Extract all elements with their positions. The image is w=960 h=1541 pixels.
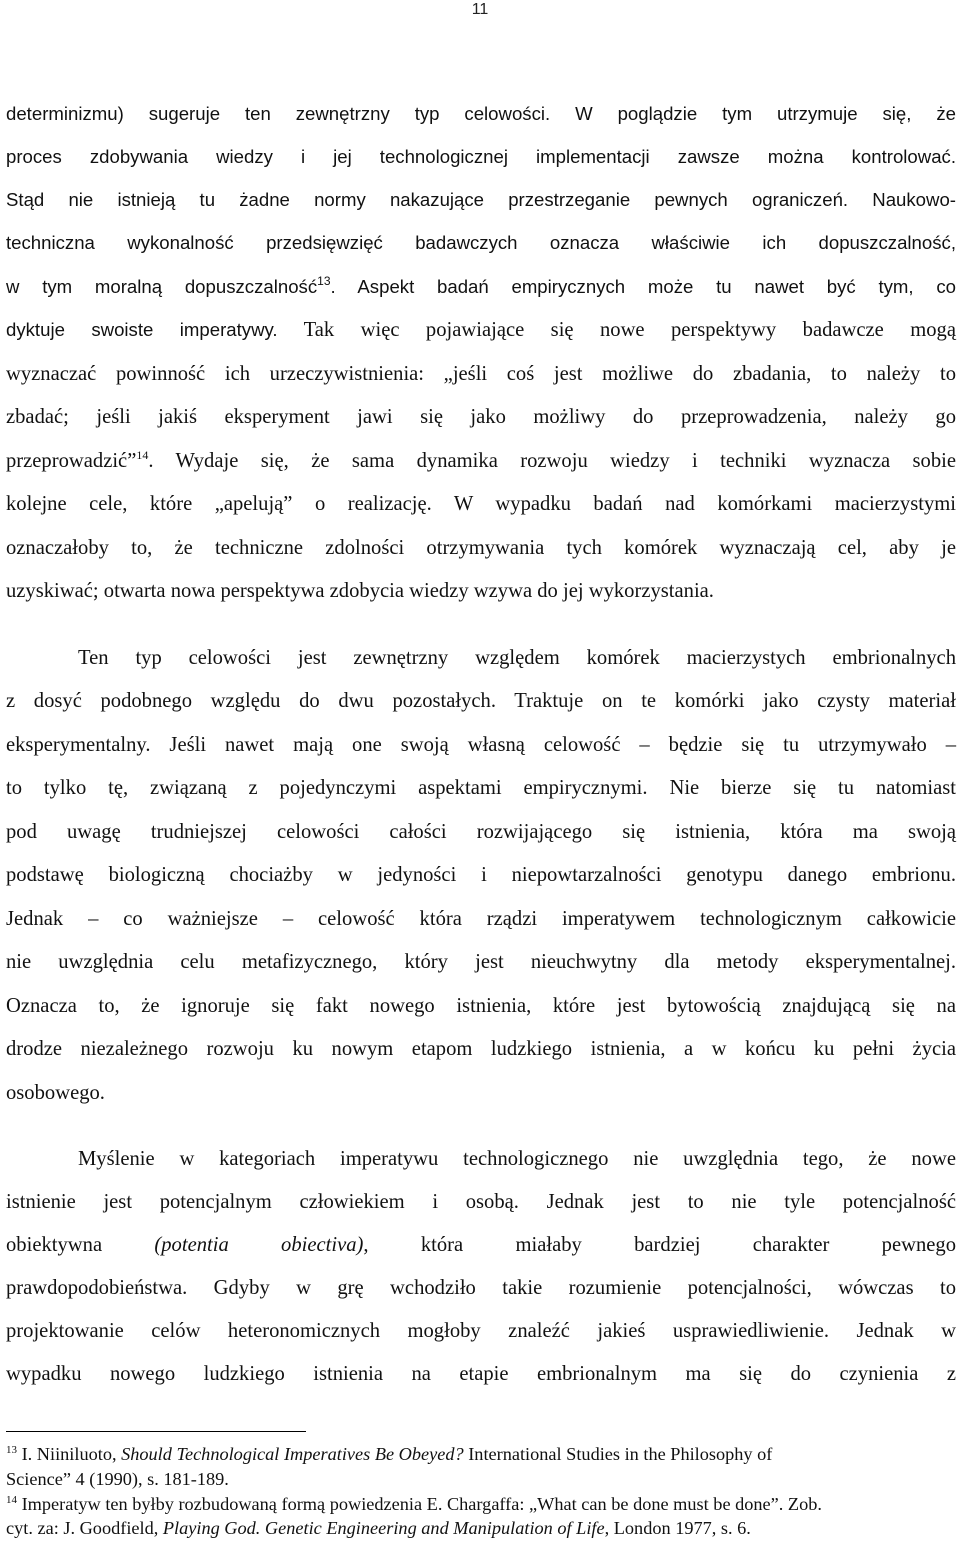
text-line: eksperymentalny. Jeśli nawet mają one swoją własną celowość – będzie się tu utrzymywało – [6,734,956,756]
text-line: podstawę biologiczną chociażby w jedyności i niepowtarzalności genotypu danego embrionu. [6,864,956,886]
text-line: z dosyć podobnego względu do dwu pozostałych. Traktuje on te komórki jako czysty materiał [6,690,956,712]
page-number: 11 [471,1,489,18]
latin-term: (potentia obiectiva) [154,1234,364,1256]
footnote-13-cont: Science” 4 (1990), s. 181-189. [6,1469,229,1489]
text-line [6,1229,956,1261]
text-line: uzyskiwać; otwarta nowa perspektywa zdobycia wiedzy wzywa do jej wykorzystania. [6,580,714,602]
text-line: determinizmu) sugeruje ten zewnętrzny typ celowości. W poglądzie tym utrzymuje się, że [6,103,956,124]
text-line: Oznacza to, że ignoruje się fakt nowego istnienia, które jest bytowością znajdującą się na [6,995,956,1017]
footnote-14-cont [6,1516,956,1540]
text-line [6,445,956,477]
footnote-number: 13 [6,1444,17,1456]
footnote-ref-14[interactable]: 14 [136,448,149,462]
text-span: , która miałaby bardziej charakter pewnego [363,1234,956,1256]
text-span: Tak więc pojawiające się nowe perspektywy badawcze mogą [277,319,956,341]
text-line: Jednak – co ważniejsze – celowość która rządzi imperatywem technologicznym całkowicie [6,908,956,930]
text-line: pod uwagę trudniejszej celowości całości rozwijającego się istnienia, która ma swoją [6,821,956,843]
text-span: dyktuje swoiste imperatywy. [6,319,278,340]
text-line: Myślenie w kategoriach imperatywu technologicznego nie uwzględnia tego, że nowe [78,1148,956,1170]
footnote-separator [6,1431,306,1432]
text-line: kolejne cele, które „apelują” o realizację. W wypadku badań nad komórkami macierzystymi [6,493,956,515]
text-span: . Wydaje się, że sama dynamika rozwoju wiedzy i techniki wyznacza sobie [148,450,956,472]
text-line: Stąd nie istnieją tu żadne normy nakazujące przestrzeganie pewnych ograniczeń. Naukowo- [6,189,956,210]
citation-title: Should Technological Imperatives Be Obeyed? [121,1444,464,1464]
footnote-ref-13[interactable]: 13 [317,274,331,288]
text-line: zbadać; jeśli jakiś eksperyment jawi się jako możliwy do przeprowadzenia, należy go [6,406,956,428]
text-span: Imperatyw ten byłby rozbudowaną formą powiedzenia E. Chargaffa: „What can be done must be done”. Zob. [17,1494,822,1514]
text-line: drodze niezależnego rozwoju ku nowym etapom ludzkiego istnienia, a w końcu ku pełni życia [6,1038,956,1060]
text-line: wyznaczać powinność ich urzeczywistnienia: „jeśli coś jest możliwe do zbadania, to należy to [6,363,956,385]
text-span: I. Niiniluoto, [17,1444,122,1464]
footnote-number: 14 [6,1494,17,1506]
text-line: projektowanie celów heteronomicznych mogłoby znaleźć jakieś usprawiedliwienie. Jednak w [6,1320,956,1342]
text-line: nie uwzględnia celu metafizycznego, który jest nieuchwytny dla metody eksperymentalnej. [6,951,956,973]
text-span: cyt. za: J. Goodfield, [6,1518,163,1538]
text-line: wypadku nowego ludzkiego istnienia na etapie embrionalnym ma się do czynienia z [6,1363,956,1385]
text-line: osobowego. [6,1082,105,1104]
text-line: istnienie jest potencjalnym człowiekiem i osobą. Jednak jest to nie tyle potencjalność [6,1191,956,1213]
text-line: to tylko tę, związaną z pojedynczymi aspektami empirycznymi. Nie bierze się tu natomiast [6,777,956,799]
text-line: oznaczałoby to, że techniczne zdolności otrzymywania tych komórek wyznaczają cel, aby je [6,537,956,559]
text-line: techniczna wykonalność przedsięwzięć badawczych oznacza właściwie ich dopuszczalność, [6,232,956,253]
text-line: Ten typ celowości jest zewnętrzny względem komórek macierzystych embrionalnych [78,647,956,669]
text-span: w tym moralną dopuszczalność [6,276,318,297]
text-line [6,271,956,303]
footnote-13 [6,1442,956,1466]
text-span: obiektywna [6,1234,155,1256]
footnote-14 [6,1492,956,1516]
text-line: prawdopodobieństwa. Gdyby w grę wchodziło takie rozumienie potencjalności, wówczas to [6,1277,956,1299]
text-span: przeprowadzić” [6,450,137,472]
text-span: International Studies in the Philosophy of [463,1444,773,1464]
text-line [6,314,956,346]
text-span: . Aspekt badań empirycznych może tu nawet być tym, co [330,276,956,297]
text-line: proces zdobywania wiedzy i jej technologicznej implementacji zawsze można kontrolować. [6,146,956,167]
text-span: , London 1977, s. 6. [604,1518,751,1538]
citation-title: Playing God. Genetic Engineering and Manipulation of Life [162,1518,605,1538]
